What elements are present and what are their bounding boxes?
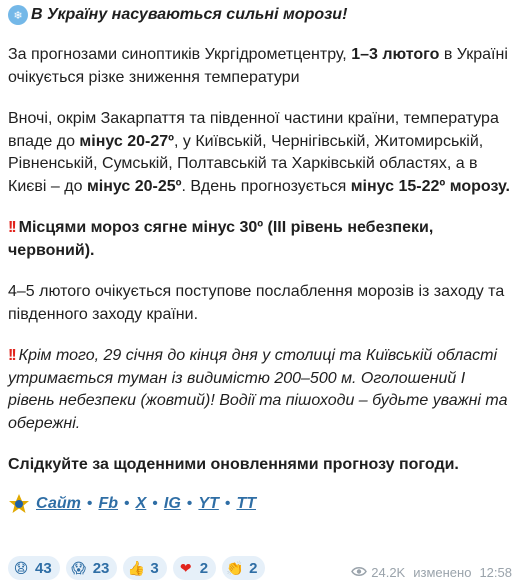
post-meta [351,565,512,580]
reaction-clap[interactable] [222,556,265,580]
eye-icon [351,565,367,580]
post-title-text: В Україну насуваються сильні морози! [31,6,348,23]
text: , у Київській, Чернігівській, Житомирській, Рівненській, Сумській, Полтавській та Харківській областях, а в Києві – до [8,132,484,195]
link-tiktok[interactable]: TT [236,494,257,512]
separator: • [124,494,130,512]
separator: • [86,494,93,512]
reaction-count: 2 [199,559,209,577]
bold-text: мінус 15-22º морозу. [350,177,510,195]
separator: • [152,494,158,512]
reaction-screaming[interactable] [66,556,118,580]
text: Вночі, окрім Закарпаття та південної частини країни, температура впаде до [8,110,499,150]
clapping-hands-icon: 👏 [226,559,244,576]
post-title [8,4,516,26]
post-time: 12:58 [479,565,512,580]
paragraph-follow-updates: Слідкуйте за щоденними оновленнями прогнозу погоди. [8,456,459,473]
paragraph-night-temperatures [8,108,516,198]
screaming-face-icon: 😱 [71,559,86,576]
anguished-face-icon: 😧 [13,559,29,576]
text: в Україні очікується різке зниження температури [8,46,508,86]
reaction-count: 43 [35,559,52,577]
paragraph-weakening: 4–5 лютого очікується поступове послаблення морозів із заходу та південного заходу країни. [8,283,505,323]
separator: • [224,494,231,512]
text: За прогнозами синоптиків Укргідрометцентру, [8,46,352,63]
reaction-count: 3 [150,559,159,577]
link-instagram[interactable]: IG [163,494,181,512]
text: . Вдень прогнозується [181,177,351,195]
double-exclamation-icon: !! [8,347,15,364]
paragraph-fog-warning [8,345,516,435]
reaction-count: 23 [92,559,110,577]
link-x[interactable]: X [135,494,147,512]
separator: • [186,494,193,512]
bold-text: 1–3 лютого [351,46,440,63]
view-count: 24.2K [371,565,406,580]
link-facebook[interactable]: Fb [98,494,119,512]
reactions-bar [8,556,265,580]
text: Місцями мороз сягне мінус 30º (III рівень небезпеки, червоний). [8,219,434,259]
text: Крім того, 29 січня до кінця дня у столиці та Київській області утримається туман із видимістю 200–500 м. Оголошений І рівень небезпеки (жовтий)! Водії та пішоходи – будьте уважні та обережні. [8,347,508,432]
social-links [8,491,516,517]
reaction-count: 2 [249,559,258,577]
reaction-thumbs-up[interactable] [123,556,166,580]
emblem-icon [8,493,30,515]
double-exclamation-icon: !! [8,219,15,236]
bold-text: мінус 20-27º [79,132,174,150]
reaction-anguished[interactable] [8,556,60,580]
paragraph-danger-level-red [8,217,516,262]
cold-face-icon: ❄ [8,5,28,25]
paragraph-forecast-dates [8,44,516,89]
edited-label: изменено [413,565,472,580]
link-site[interactable]: Сайт [36,494,81,512]
thumbs-up-icon: 👍 [127,559,146,576]
red-heart-icon: ❤ [179,559,192,576]
link-youtube[interactable]: YT [198,494,219,512]
reaction-heart[interactable] [173,556,216,580]
bold-text: мінус 20-25º [86,177,182,195]
